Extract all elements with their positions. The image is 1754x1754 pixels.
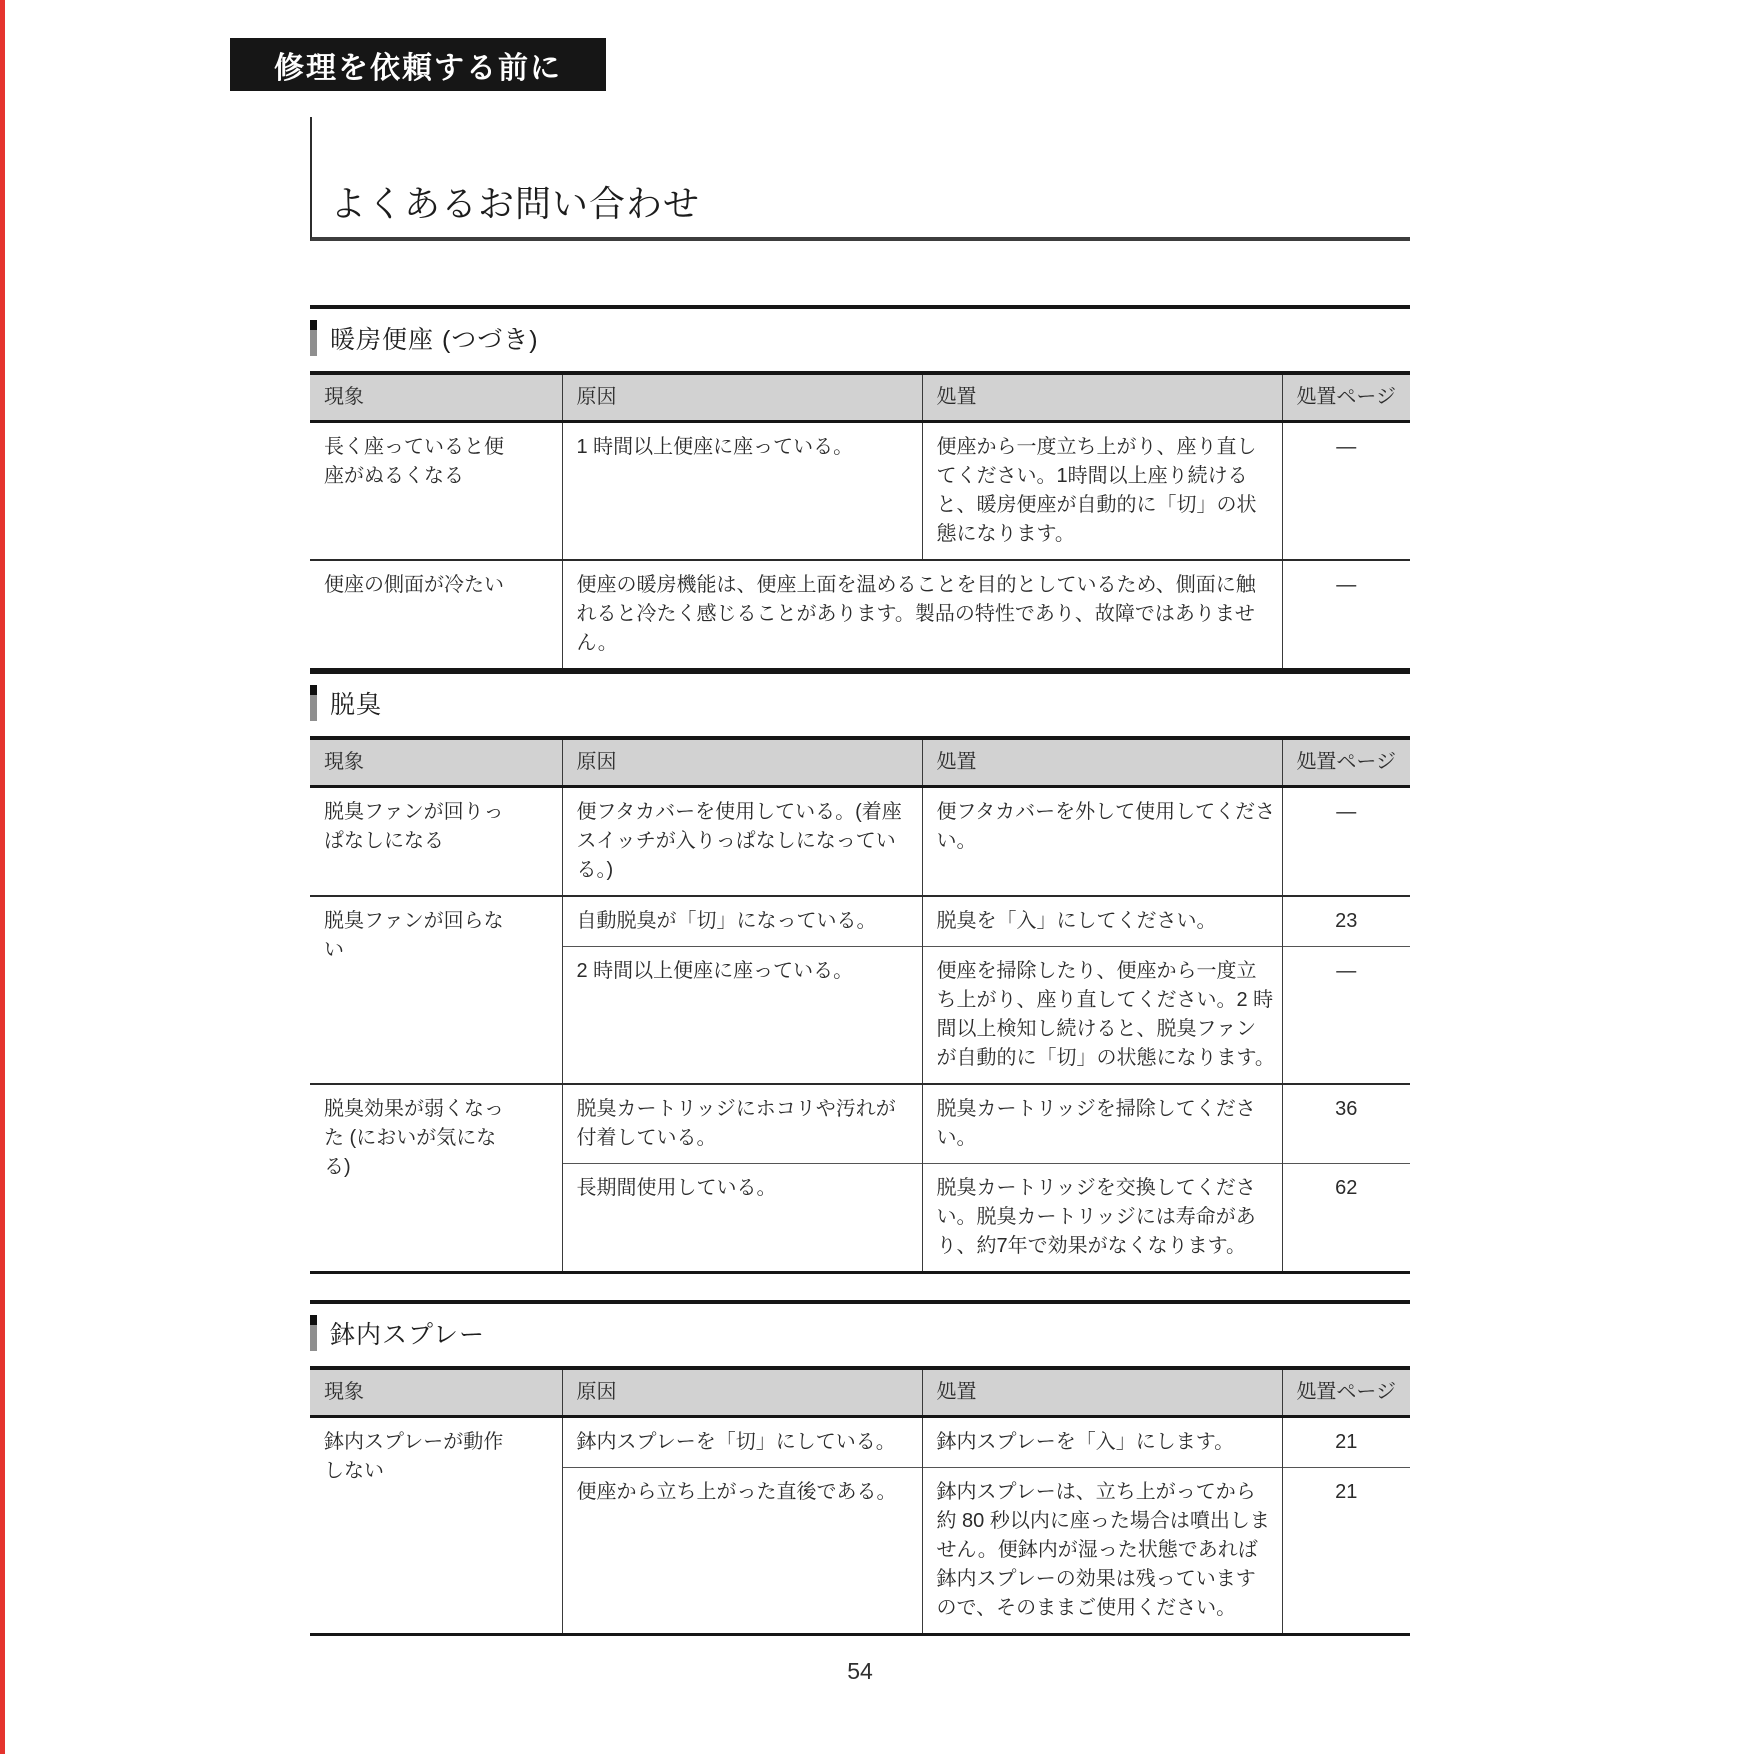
treatment-page-cell: — bbox=[1282, 422, 1410, 561]
cause-cell: 脱臭カートリッジにホコリや汚れが付着している。 bbox=[562, 1084, 922, 1164]
header-phenomenon: 現象 bbox=[310, 738, 562, 787]
cause-cell: 2 時間以上便座に座っている。 bbox=[562, 947, 922, 1085]
cause-cell: 便フタカバーを使用している。(着座スイッチが入りっぱなしになっている。) bbox=[562, 787, 922, 897]
cause-cell: 鉢内スプレーを「切」にしている。 bbox=[562, 1417, 922, 1468]
page-number-footer: 54 bbox=[847, 1658, 873, 1684]
cause-cell: 自動脱臭が「切」になっている。 bbox=[562, 896, 922, 947]
header-phenomenon: 現象 bbox=[310, 373, 562, 422]
treatment-cell: 脱臭カートリッジを交換してください。脱臭カートリッジには寿命があり、約7年で効果がなくなります。 bbox=[922, 1164, 1282, 1273]
table-header-row bbox=[310, 373, 1410, 422]
treatment-cell: 便フタカバーを外して使用してください。 bbox=[922, 787, 1282, 897]
header-treatment-page: 処置ページ bbox=[1282, 738, 1410, 787]
faq-row bbox=[310, 560, 1410, 670]
header-treatment: 処置 bbox=[922, 373, 1282, 422]
header-cause: 原因 bbox=[562, 738, 922, 787]
chapter-banner-label: 修理を依頼する前に bbox=[274, 51, 562, 85]
heading-accent-bar bbox=[310, 320, 317, 356]
treatment-page-cell: 62 bbox=[1282, 1164, 1410, 1273]
section-heading-bowl-spray bbox=[310, 1312, 1410, 1354]
header-phenomenon: 現象 bbox=[310, 1368, 562, 1417]
section-heading-heated-seat bbox=[310, 317, 1410, 359]
treatment-cell: 脱臭カートリッジを掃除してください。 bbox=[922, 1084, 1282, 1164]
table-header-row bbox=[310, 1368, 1410, 1417]
page-title: よくあるお問い合わせ bbox=[330, 183, 701, 224]
faq-table-heated-seat bbox=[310, 371, 1410, 671]
faq-table-deodorizer bbox=[310, 736, 1410, 1274]
header-cause: 原因 bbox=[562, 373, 922, 422]
faq-row bbox=[310, 787, 1410, 897]
section-bowl-spray bbox=[310, 1300, 1410, 1636]
section-heated-seat bbox=[310, 305, 1410, 671]
section-title: 暖房便座 (つづき) bbox=[330, 326, 539, 354]
page-edge-stripe bbox=[0, 0, 5, 1754]
cause-cell: 1 時間以上便座に座っている。 bbox=[562, 422, 922, 561]
treatment-cell: 鉢内スプレーは、立ち上がってから約 80 秒以内に座った場合は噴出しません。便鉢内が湿った状態であれば鉢内スプレーの効果は残っていますので、そのままご使用ください。 bbox=[922, 1468, 1282, 1635]
faq-table-bowl-spray bbox=[310, 1366, 1410, 1636]
header-treatment-page: 処置ページ bbox=[1282, 373, 1410, 422]
heading-accent-bar bbox=[310, 1315, 317, 1351]
phenomenon-cell: 便座の側面が冷たい bbox=[310, 560, 562, 670]
faq-row bbox=[310, 422, 1410, 561]
header-treatment-page: 処置ページ bbox=[1282, 1368, 1410, 1417]
treatment-cell: 脱臭を「入」にしてください。 bbox=[922, 896, 1282, 947]
section-deodorizer bbox=[310, 670, 1410, 1274]
treatment-cell: 鉢内スプレーを「入」にします。 bbox=[922, 1417, 1282, 1468]
phenomenon-cell: 長く座っていると便座がぬるくなる bbox=[310, 422, 562, 561]
treatment-page-cell: — bbox=[1282, 947, 1410, 1085]
treatment-page-cell: — bbox=[1282, 560, 1410, 670]
cause-cell: 長期間使用している。 bbox=[562, 1164, 922, 1273]
phenomenon-cell: 脱臭ファンが回らない bbox=[310, 896, 562, 1084]
phenomenon-cell: 脱臭ファンが回りっぱなしになる bbox=[310, 787, 562, 897]
section-heading-deodorizer bbox=[310, 682, 1410, 724]
cause-cell: 便座から立ち上がった直後である。 bbox=[562, 1468, 922, 1635]
table-header-row bbox=[310, 738, 1410, 787]
heading-accent-bar bbox=[310, 685, 317, 721]
section-title: 脱臭 bbox=[330, 691, 383, 719]
treatment-page-cell: 36 bbox=[1282, 1084, 1410, 1164]
treatment-cell: 便座から一度立ち上がり、座り直してください。1時間以上座り続けると、暖房便座が自動的に「切」の状態になります。 bbox=[922, 422, 1282, 561]
treatment-page-cell: 21 bbox=[1282, 1417, 1410, 1468]
chapter-banner bbox=[230, 38, 606, 91]
treatment-page-cell: — bbox=[1282, 787, 1410, 897]
phenomenon-cell: 脱臭効果が弱くなった (においが気になる) bbox=[310, 1084, 562, 1273]
faq-row bbox=[310, 1417, 1410, 1468]
treatment-page-cell: 21 bbox=[1282, 1468, 1410, 1635]
cause-treatment-cell: 便座の暖房機能は、便座上面を温めることを目的としているため、側面に触れると冷たく感じることがあります。製品の特性であり、故障ではありません。 bbox=[562, 560, 1282, 670]
header-cause: 原因 bbox=[562, 1368, 922, 1417]
treatment-cell: 便座を掃除したり、便座から一度立ち上がり、座り直してください。2 時間以上検知し続けると、脱臭ファンが自動的に「切」の状態になります。 bbox=[922, 947, 1282, 1085]
treatment-page-cell: 23 bbox=[1282, 896, 1410, 947]
header-treatment: 処置 bbox=[922, 1368, 1282, 1417]
faq-row bbox=[310, 896, 1410, 947]
title-block bbox=[310, 117, 1410, 241]
faq-row bbox=[310, 1084, 1410, 1164]
section-title: 鉢内スプレー bbox=[330, 1321, 486, 1349]
phenomenon-cell: 鉢内スプレーが動作しない bbox=[310, 1417, 562, 1635]
header-treatment: 処置 bbox=[922, 738, 1282, 787]
